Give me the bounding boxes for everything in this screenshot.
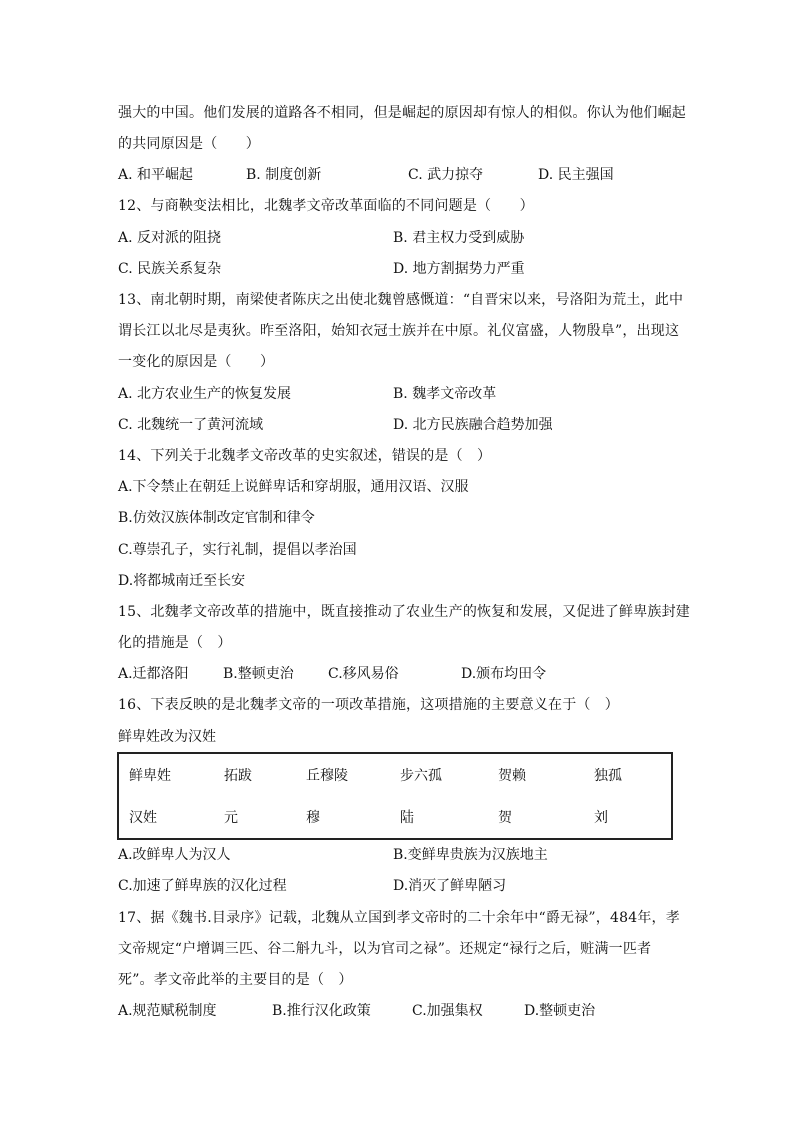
surname-table (117, 752, 673, 840)
q11-option-d[interactable]: D. 民主强国 (538, 167, 614, 183)
table-cell: 陆 (400, 810, 414, 826)
q15-option-c[interactable]: C.移风易俗 (328, 666, 399, 682)
q17-option-a[interactable]: A.规范赋税制度 (118, 1003, 217, 1019)
q15-stem-line1: 15、北魏孝文帝改革的措施中，既直接推动了农业生产的恢复和发展，又促进了鲜卑族封建 (118, 604, 691, 620)
table-row (118, 753, 672, 796)
q12-option-a[interactable]: A. 反对派的阻挠 (118, 230, 222, 246)
q17-option-d[interactable]: D.整顿吏治 (524, 1003, 596, 1019)
q17-stem-line3: 死”。孝文帝此举的主要目的是（ ） (118, 972, 353, 988)
q12-option-b[interactable]: B. 君主权力受到威胁 (393, 230, 525, 246)
table-cell: 独孤 (594, 768, 622, 784)
table-cell: 步六孤 (400, 768, 442, 784)
q16-stem: 16、下表反映的是北魏孝文帝的一项改革措施，这项措施的主要意义在于（ ） (118, 697, 620, 713)
table-cell: 贺赖 (498, 768, 526, 784)
q13-option-a[interactable]: A. 北方农业生产的恢复发展 (118, 386, 292, 402)
q15-stem-line2: 化的措施是（ ） (118, 635, 232, 651)
q15-option-d[interactable]: D.颁布均田令 (461, 666, 547, 682)
q13-stem-line1: 13、南北朝时期，南梁使者陈庆之出使北魏曾感慨道：“自晋宋以来，号洛阳为荒土，此中 (118, 292, 684, 308)
q17-quote: “爵无禄” (538, 910, 596, 926)
q12-option-c[interactable]: C. 民族关系复杂 (118, 261, 222, 277)
q14-option-c[interactable]: C.尊崇孔子，实行礼制，提倡以孝治国 (118, 542, 357, 558)
q16-option-a[interactable]: A.改鲜卑人为汉人 (118, 847, 231, 863)
q12-stem: 12、与商鞅变法相比，北魏孝文帝改革面临的不同问题是（ ） (118, 198, 534, 214)
table-cell: 丘穆陵 (306, 768, 348, 784)
q13-option-d[interactable]: D. 北方民族融合趋势加强 (393, 417, 553, 433)
q12-option-d[interactable]: D. 地方割据势力严重 (393, 261, 525, 277)
q14-option-a[interactable]: A.下令禁止在朝廷上说鲜卑话和穿胡服，通用汉语、汉服 (118, 479, 469, 495)
q15-option-b[interactable]: B.整顿吏治 (223, 666, 294, 682)
table-cell: 刘 (594, 810, 608, 826)
q17-stem-line2: 文帝规定“户增调三匹、谷二斛九斗，以为官司之禄”。还规定“禄行之后，赃满一匹者 (118, 941, 652, 957)
q16-table-caption: 鲜卑姓改为汉姓 (118, 729, 216, 745)
q14-stem: 14、下列关于北魏孝文帝改革的史实叙述，错误的是（ ） (118, 448, 492, 464)
q17-stem-line1 (118, 908, 680, 928)
q13-option-c[interactable]: C. 北魏统一了黄河流域 (118, 417, 264, 433)
q14-option-d[interactable]: D.将都城南迁至长安 (118, 573, 246, 589)
q16-option-c[interactable]: C.加速了鲜卑族的汉化过程 (118, 878, 287, 894)
table-cell: 贺 (498, 810, 512, 826)
q17-option-b[interactable]: B.推行汉化政策 (272, 1003, 371, 1019)
q17-option-c[interactable]: C.加强集权 (412, 1003, 483, 1019)
q15-option-a[interactable]: A.迁都洛阳 (118, 666, 189, 682)
q14-option-b[interactable]: B.仿效汉族体制改定官制和律令 (118, 510, 315, 526)
q11-option-b[interactable]: B. 制度创新 (246, 167, 322, 183)
q16-option-d[interactable]: D.消灭了鲜卑陋习 (393, 878, 507, 894)
table-row (118, 796, 672, 839)
q16-option-b[interactable]: B.变鲜卑贵族为汉族地主 (393, 847, 548, 863)
q13-stem-line3: 一变化的原因是（ ） (118, 354, 275, 370)
q11-stem-line2: 的共同原因是（ ） (118, 136, 260, 152)
table-cell: 鲜卑姓 (129, 768, 171, 784)
table-cell: 元 (224, 810, 238, 826)
q11-option-c[interactable]: C. 武力掠夺 (408, 167, 484, 183)
table-cell: 拓跋 (224, 768, 252, 784)
table-cell: 汉姓 (129, 810, 157, 826)
q13-option-b[interactable]: B. 魏孝文帝改革 (393, 386, 497, 402)
table-cell: 穆 (306, 810, 320, 826)
q11-option-a[interactable]: A. 和平崛起 (118, 167, 194, 183)
q13-stem-line2: 谓长江以北尽是夷狄。昨至洛阳，始知衣冠士族并在中原。礼仪富盛，人物殷阜”，出现这 (118, 323, 680, 339)
q11-stem-line1: 强大的中国。他们发展的道路各不相同，但是崛起的原因却有惊人的相似。你认为他们崛起 (118, 105, 686, 121)
q17-stem-line1-a: 17、据《魏书.目录序》记载，北魏从立国到孝文帝时的二十余年中 (118, 910, 539, 926)
q17-stem-line1-b: ，484年，孝 (595, 910, 680, 926)
